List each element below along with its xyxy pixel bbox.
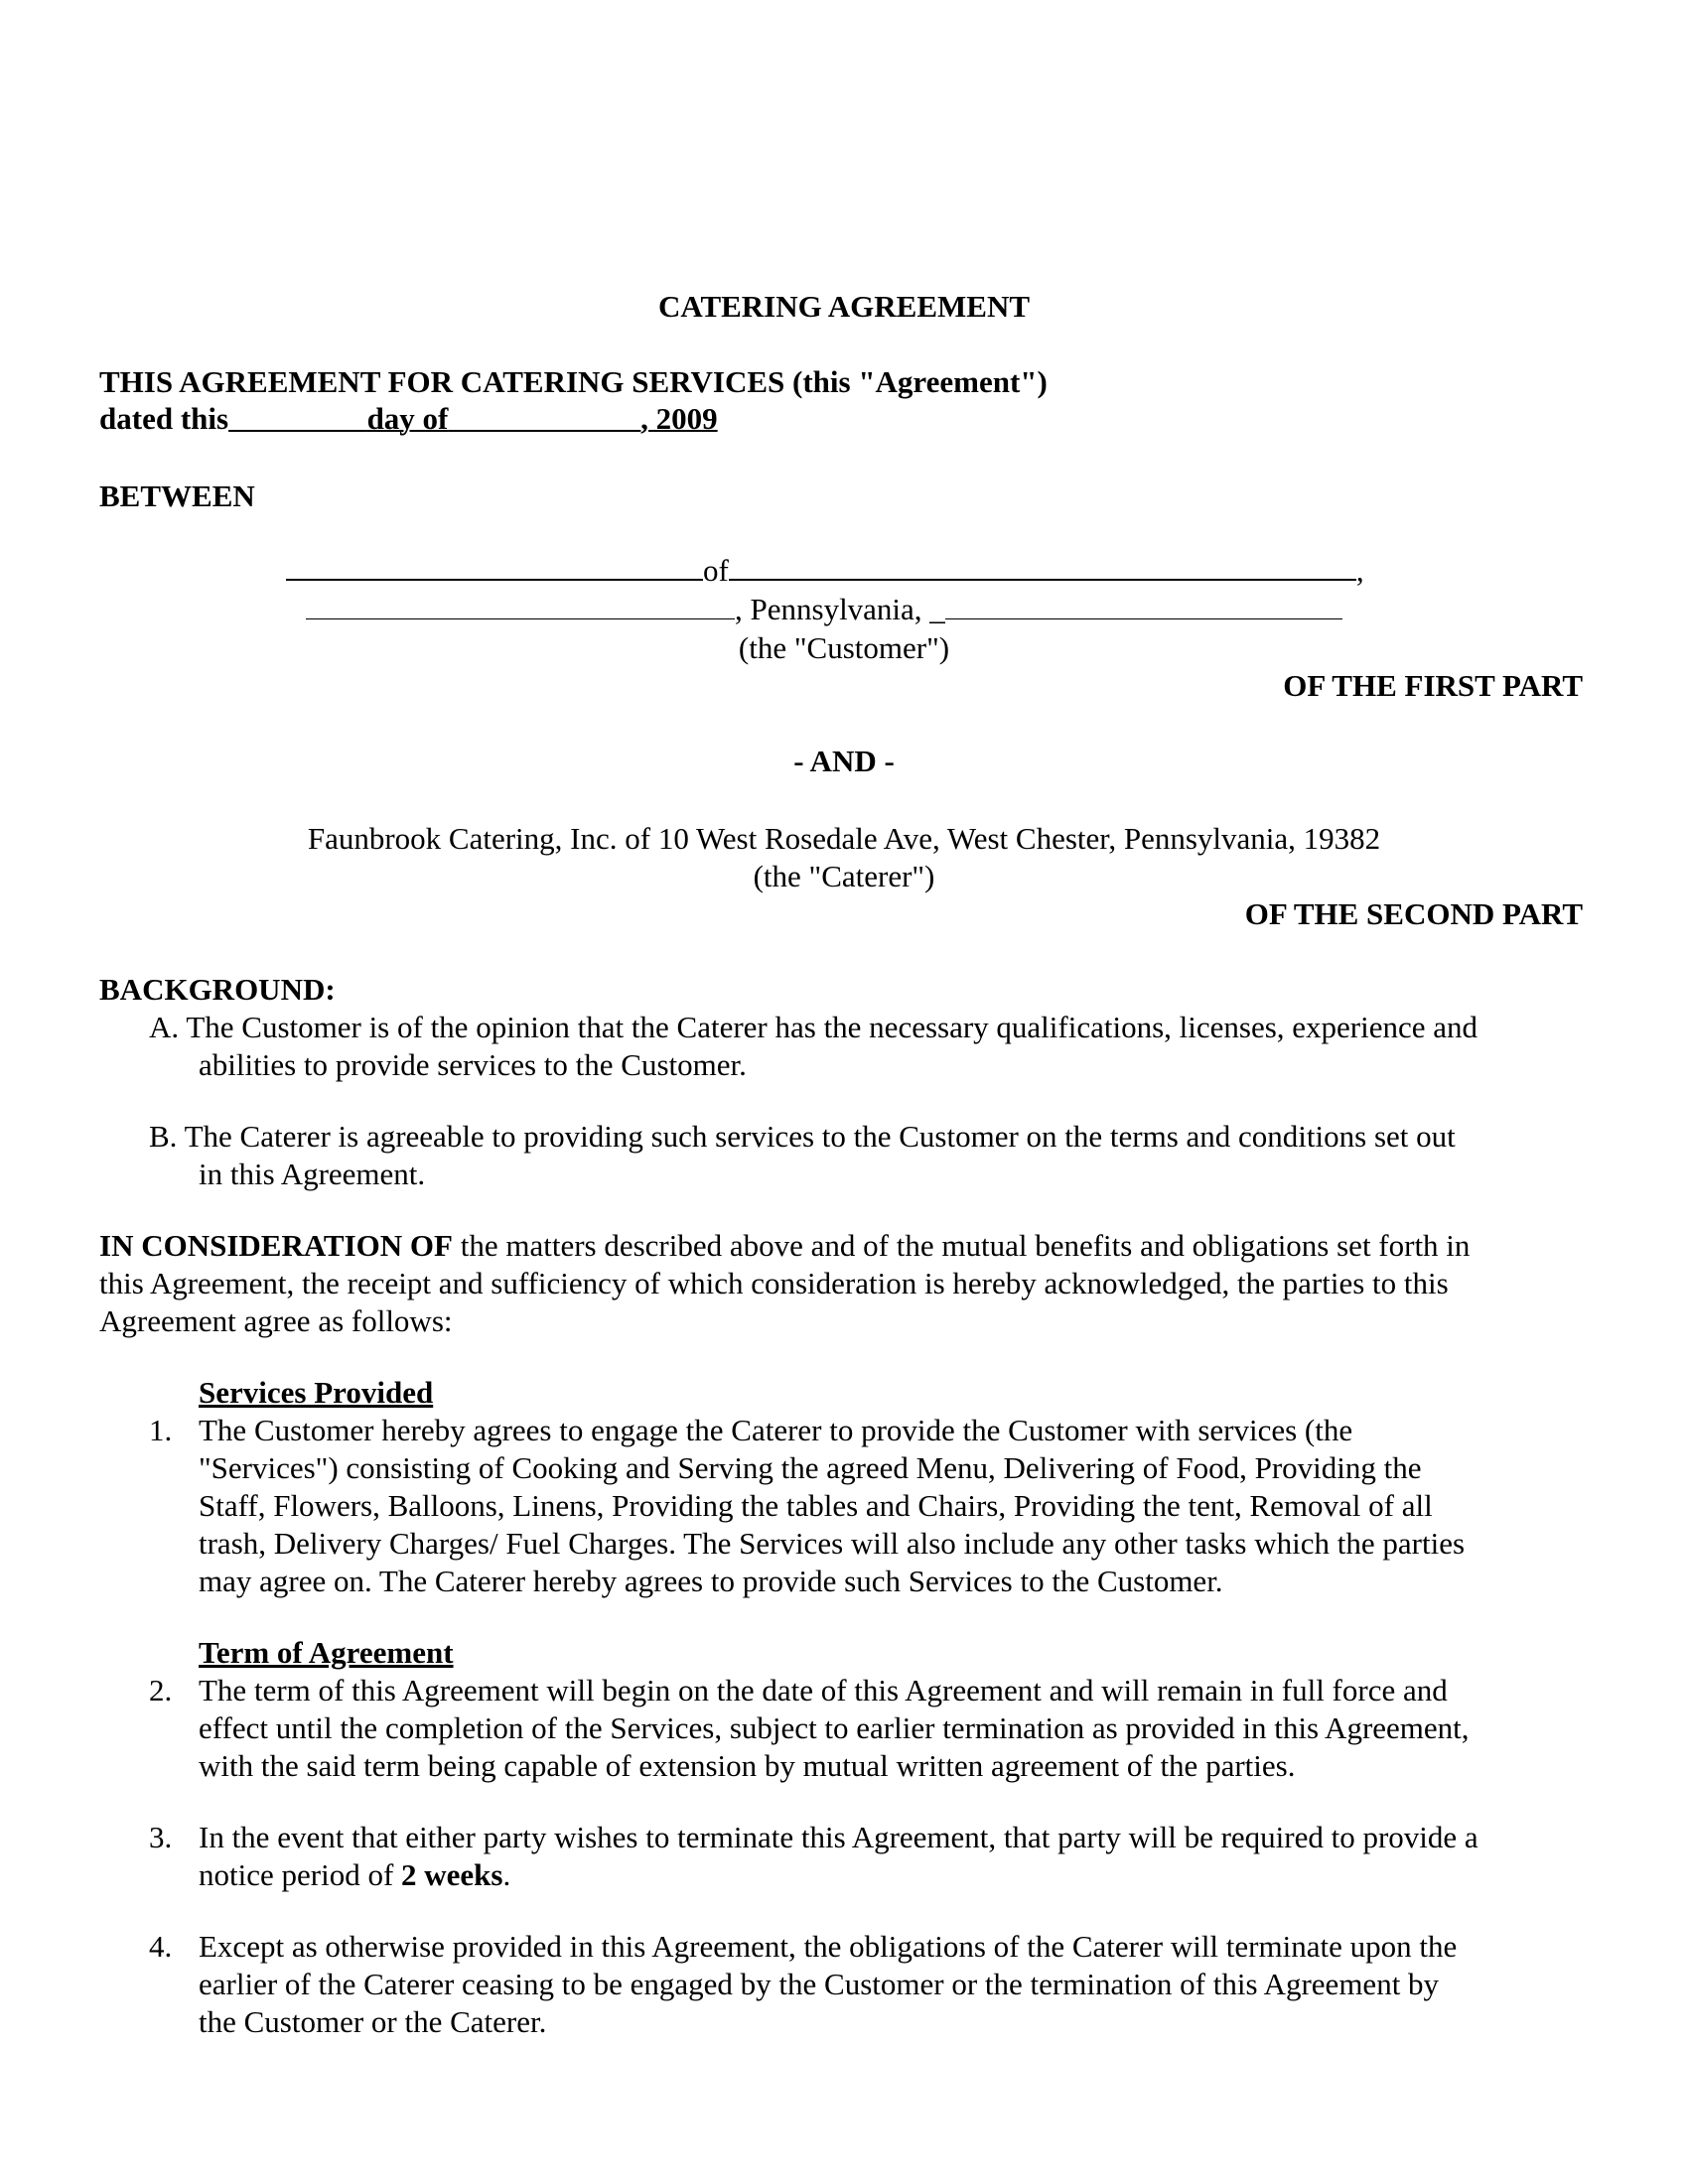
consideration-line-1-rest: the matters described above and of the mutual benefits and obligations set forth in — [452, 1228, 1471, 1263]
clause-number: 1. — [149, 1413, 173, 1447]
customer-name-blank — [286, 551, 703, 581]
customer-zip-blank — [945, 591, 1342, 619]
clause-2-line-2: effect until the completion of the Services, subject to earlier termination as provided in this Agreement, — [199, 1710, 1470, 1745]
clause-3-line-2-suffix: . — [502, 1857, 511, 1892]
clause-1-line-2: "Services") consisting of Cooking and Serving the agreed Menu, Delivering of Food, Providing the — [199, 1450, 1422, 1485]
customer-city-line — [306, 591, 1342, 628]
clause-3-line-1: In the event that either party wishes to terminate this Agreement, that party will be required to provide a — [199, 1820, 1478, 1854]
and-label: - AND - — [793, 744, 895, 778]
consideration-line-1 — [99, 1227, 1470, 1265]
background-a-line-1: A. The Customer is of the opinion that the Caterer has the necessary qualifications, licenses, experience and — [149, 1010, 1478, 1044]
services-heading: Services Provided — [199, 1375, 434, 1410]
consideration-lead: IN CONSIDERATION OF — [99, 1228, 453, 1263]
clause-1-line-3: Staff, Flowers, Balloons, Linens, Providing the tables and Chairs, Providing the tent, Removal of all — [199, 1488, 1433, 1523]
term-heading: Term of Agreement — [199, 1635, 454, 1670]
intro-line-1: THIS AGREEMENT FOR CATERING SERVICES (this "Agreement") — [99, 364, 1048, 399]
clause-2-line-1: The term of this Agreement will begin on the date of this Agreement and will remain in full force and — [199, 1673, 1448, 1707]
customer-city-blank — [306, 591, 735, 619]
clause-1-line-1: The Customer hereby agrees to engage the Caterer to provide the Customer with services (the — [199, 1413, 1353, 1447]
clause-4-line-1: Except as otherwise provided in this Agreement, the obligations of the Caterer will terminate upon the — [199, 1929, 1458, 1964]
customer-name-line — [286, 551, 1364, 590]
background-a-line-2: abilities to provide services to the Customer. — [199, 1047, 747, 1082]
year-label: , 2009 — [640, 401, 718, 436]
clause-1-line-4: trash, Delivery Charges/ Fuel Charges. The Services will also include any other tasks which the parties — [199, 1526, 1466, 1561]
dated-fill — [228, 401, 718, 436]
customer-role: (the "Customer") — [738, 630, 950, 665]
clause-3-line-2-prefix: notice period of — [199, 1857, 402, 1892]
background-b-line-1: B. The Caterer is agreeable to providing such services to the Customer on the terms and conditions set out — [149, 1119, 1456, 1154]
dated-prefix: dated this — [99, 401, 229, 436]
clause-4-line-3: the Customer or the Caterer. — [199, 2004, 547, 2039]
consideration-line-3: Agreement agree as follows: — [99, 1303, 453, 1338]
customer-address-blank — [729, 551, 1356, 581]
document-title: CATERING AGREEMENT — [657, 289, 1031, 324]
consideration-line-2: this Agreement, the receipt and sufficiency of which consideration is hereby acknowledged, the parties to this — [99, 1266, 1449, 1300]
customer-of-label: of — [703, 553, 729, 588]
notice-period-value: 2 weeks — [401, 1857, 503, 1892]
clause-1-line-5: may agree on. The Caterer hereby agrees to provide such Services to the Customer. — [199, 1564, 1223, 1598]
day-of-label: day of — [366, 401, 449, 436]
background-b-line-2: in this Agreement. — [199, 1157, 426, 1191]
clause-number: 2. — [149, 1673, 173, 1707]
clause-4-line-2: earlier of the Caterer ceasing to be engaged by the Customer or the termination of this Agreement by — [199, 1967, 1440, 2001]
clause-2-line-3: with the said term being capable of extension by mutual written agreement of the parties. — [199, 1748, 1296, 1783]
clause-number: 3. — [149, 1820, 173, 1854]
background-heading: BACKGROUND: — [99, 972, 336, 1007]
caterer-role: (the "Caterer") — [753, 859, 935, 893]
customer-state-label: , Pennsylvania, _ — [735, 592, 945, 626]
clause-number: 4. — [149, 1929, 173, 1964]
first-part-label: OF THE FIRST PART — [1283, 668, 1583, 703]
between-label: BETWEEN — [99, 478, 255, 513]
caterer-line: Faunbrook Catering, Inc. of 10 West Rosedale Ave, West Chester, Pennsylvania, 19382 — [307, 821, 1381, 856]
intro-dated-line — [99, 400, 718, 438]
second-part-label: OF THE SECOND PART — [1244, 896, 1583, 931]
clause-3-line-2 — [199, 1856, 510, 1894]
customer-comma: , — [1355, 553, 1364, 588]
